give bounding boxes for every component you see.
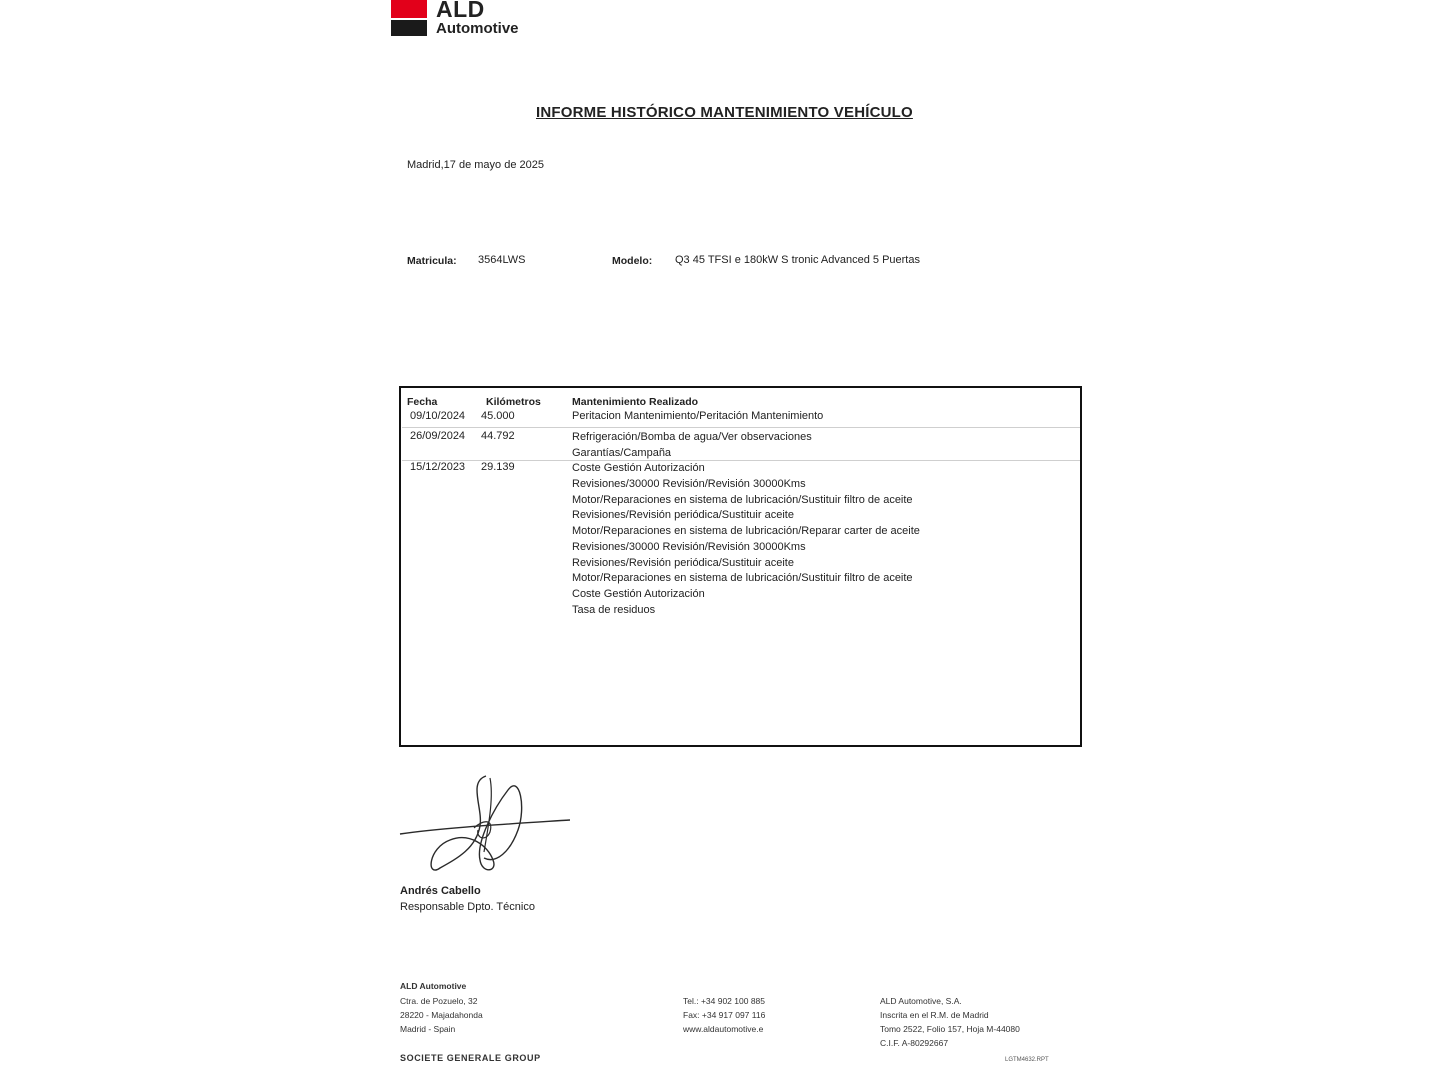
header-kilometros: Kilómetros: [486, 396, 541, 408]
row-3-item-9: Coste Gestión Autorización: [572, 588, 705, 600]
row-2-km: 44.792: [481, 430, 515, 442]
ald-logo-mark: [391, 0, 427, 36]
footer-legal-3: Tomo 2522, Folio 157, Hoja M-44080: [880, 1024, 1020, 1034]
footer-legal-1: ALD Automotive, S.A.: [880, 996, 962, 1006]
logo-text-ald: ALD: [436, 0, 485, 22]
row-3-item-5: Motor/Reparaciones en sistema de lubricación/Reparar carter de aceite: [572, 525, 920, 537]
row-divider: [402, 427, 1080, 428]
row-3-item-2: Revisiones/30000 Revisión/Revisión 30000Kms: [572, 478, 806, 490]
logo-black-block: [391, 19, 427, 36]
modelo-label: Modelo:: [612, 255, 653, 267]
row-3-item-4: Revisiones/Revisión periódica/Sustituir aceite: [572, 509, 794, 521]
row-3-item-7: Revisiones/Revisión periódica/Sustituir aceite: [572, 557, 794, 569]
report-title: INFORME HISTÓRICO MANTENIMIENTO VEHÍCULO: [536, 104, 913, 121]
row-3-item-10: Tasa de residuos: [572, 604, 656, 616]
row-3-item-8: Motor/Reparaciones en sistema de lubricación/Sustituir filtro de aceite: [572, 572, 913, 584]
footer-report-ref: LGTM4632.RPT: [1005, 1057, 1049, 1063]
row-3-fecha: 15/12/2023: [410, 461, 466, 473]
signer-name: Andrés Cabello: [400, 885, 481, 897]
row-1-item-1: Peritacion Mantenimiento/Peritación Mantenimiento: [572, 410, 824, 422]
report-date: Madrid,17 de mayo de 2025: [407, 159, 544, 171]
row-3-km: 29.139: [481, 461, 515, 473]
footer-legal-4: C.I.F. A-80292667: [880, 1038, 949, 1048]
handwritten-signature: [398, 768, 573, 883]
footer-address-3: Madrid - Spain: [400, 1024, 456, 1034]
footer-legal-2: Inscrita en el R.M. de Madrid: [880, 1010, 989, 1020]
row-2-item-2: Garantías/Campaña: [572, 447, 672, 459]
logo-red-block: [391, 0, 427, 19]
header-fecha: Fecha: [407, 396, 438, 408]
footer-fax: Fax: +34 917 097 116: [683, 1010, 766, 1020]
footer-address-2: 28220 - Majadahonda: [400, 1010, 483, 1020]
logo-text-automotive: Automotive: [436, 20, 519, 37]
row-3-item-6: Revisiones/30000 Revisión/Revisión 30000Kms: [572, 541, 806, 553]
row-1-km: 45.000: [481, 410, 515, 422]
row-3-item-3: Motor/Reparaciones en sistema de lubricación/Sustituir filtro de aceite: [572, 494, 913, 506]
footer-company: ALD Automotive: [400, 981, 467, 991]
footer-group-name: SOCIETE GENERALE GROUP: [400, 1053, 541, 1063]
matricula-value: 3564LWS: [478, 254, 526, 266]
signer-role: Responsable Dpto. Técnico: [400, 901, 535, 913]
footer-address-1: Ctra. de Pozuelo, 32: [400, 996, 478, 1006]
matricula-label: Matricula:: [407, 255, 457, 267]
modelo-value: Q3 45 TFSI e 180kW S tronic Advanced 5 Puertas: [675, 254, 920, 266]
row-3-item-1: Coste Gestión Autorización: [572, 462, 705, 474]
footer-web: www.aldautomotive.e: [683, 1024, 764, 1034]
footer-tel: Tel.: +34 902 100 885: [683, 996, 765, 1006]
row-2-fecha: 26/09/2024: [410, 430, 466, 442]
header-mantenimiento: Mantenimiento Realizado: [572, 396, 699, 408]
row-1-fecha: 09/10/2024: [410, 410, 466, 422]
logo-divider: [391, 18, 427, 20]
row-2-item-1: Refrigeración/Bomba de agua/Ver observaciones: [572, 431, 812, 443]
